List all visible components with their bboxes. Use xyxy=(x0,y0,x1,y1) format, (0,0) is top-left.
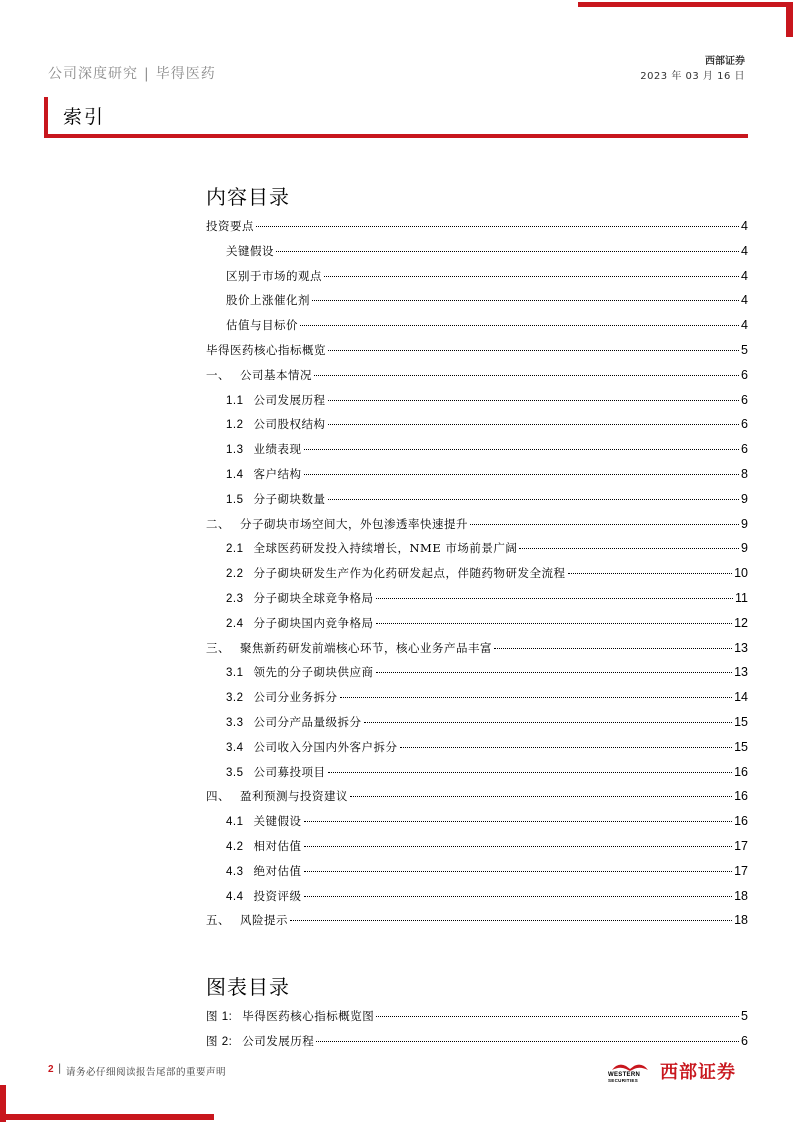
toc-entry-leader xyxy=(470,524,739,525)
footer-disclaimer: 请务必仔细阅读报告尾部的重要声明 xyxy=(66,1067,227,1078)
toc-entry-text: 全球医药研发投入持续增长，NME 市场前景广阔 xyxy=(253,541,518,556)
toc-entry-number: 2.1 xyxy=(226,543,244,556)
toc-entry[interactable] xyxy=(226,764,748,784)
toc-entry-page: 4 xyxy=(741,293,748,308)
toc-entry-number: 1.3 xyxy=(226,444,244,457)
toc-entry-label xyxy=(226,268,322,284)
toc-entry-text: 毕得医药核心指标概览图 xyxy=(242,1009,375,1023)
toc-entry-number: 4.3 xyxy=(226,865,244,878)
section-banner xyxy=(44,97,748,141)
toc-entry-text: 公司股权结构 xyxy=(253,417,326,432)
toc-entry[interactable] xyxy=(226,813,748,833)
header-brand: 西部证券 xyxy=(705,56,745,67)
toc-entry-page: 6 xyxy=(741,442,748,457)
toc-entry[interactable] xyxy=(226,689,748,709)
toc-entry-label xyxy=(206,516,468,532)
toc-entry-page: 13 xyxy=(734,640,748,655)
toc-entry[interactable] xyxy=(206,367,748,387)
toc-entry[interactable] xyxy=(226,565,748,585)
toc-entry-text: 公司发展历程 xyxy=(253,392,326,407)
toc-entry-leader xyxy=(376,672,733,673)
toc-entry-leader xyxy=(312,300,739,301)
toc-entry-number: 2.2 xyxy=(226,568,244,581)
logo-en-text xyxy=(608,1072,640,1084)
toc-entry-leader xyxy=(340,697,733,698)
toc-entry-text: 关键假设 xyxy=(253,814,302,829)
toc-entry[interactable] xyxy=(226,441,748,461)
toc-entry-page: 5 xyxy=(741,1009,748,1023)
toc-entry[interactable] xyxy=(226,714,748,734)
toc-entry-label xyxy=(226,888,302,904)
toc-entry-number: 3.2 xyxy=(226,692,244,705)
section-banner-underline xyxy=(44,134,748,138)
toc-entry-text: 分子砌块全球竞争格局 xyxy=(253,591,374,605)
toc-entry-text: 分子砌块研发生产作为化药研发起点，伴随药物研发全流程 xyxy=(253,566,566,581)
header-doc-info xyxy=(48,63,216,83)
toc-entry-text: 业绩表现 xyxy=(253,442,302,457)
toc-entry-number: 3.5 xyxy=(226,766,244,779)
logo-cn-text: 西部证券 xyxy=(660,1062,736,1083)
toc-entry-text: 绝对估值 xyxy=(253,863,302,878)
toc-entry-page: 16 xyxy=(734,789,748,804)
toc-entry-text: 分子砌块市场空间大，外包渗透率快速提升 xyxy=(240,516,468,531)
toc-entry-text: 公司发展历程 xyxy=(242,1034,315,1048)
toc-entry-label xyxy=(226,863,302,879)
footer-logo xyxy=(608,1058,736,1084)
toc-entry-leader xyxy=(364,722,733,723)
toc-entry[interactable] xyxy=(226,317,748,337)
toc-entry-text: 公司募投项目 xyxy=(253,764,326,779)
toc-entry-page: 9 xyxy=(741,541,748,556)
toc-entry-page: 15 xyxy=(734,739,748,754)
header-date: 2023 年 03 月 16 日 xyxy=(640,71,745,82)
toc-entry-leader xyxy=(300,325,739,326)
toc-entry-page: 4 xyxy=(741,318,748,333)
toc-entry-number: 1.4 xyxy=(226,469,244,481)
toc-entry-leader xyxy=(568,573,733,574)
toc-entry-number: 图 2: xyxy=(206,1036,233,1048)
toc-entry[interactable] xyxy=(206,912,748,932)
toc-entry-page: 11 xyxy=(735,591,748,605)
toc-entry-page: 6 xyxy=(741,1034,748,1048)
toc-entry-label xyxy=(226,317,298,333)
toc-entry-label xyxy=(226,838,302,854)
toc-entry-number: 4.2 xyxy=(226,841,244,853)
toc-entry-number: 一、 xyxy=(206,369,230,382)
logo-en-line2: SECURITIES xyxy=(608,1078,639,1083)
logo-en-line1: WESTERN xyxy=(608,1072,641,1078)
toc-entry-text: 风险提示 xyxy=(240,913,288,928)
toc-entry-page: 17 xyxy=(734,863,748,878)
toc-entry-leader xyxy=(376,1016,739,1017)
toc-entry-number: 二、 xyxy=(206,518,230,531)
toc-entry-leader xyxy=(328,350,739,351)
toc-entry-label xyxy=(206,218,254,234)
toc-entry-number: 2.3 xyxy=(226,593,244,605)
toc-entry-leader xyxy=(376,623,733,624)
toc-entry-page: 10 xyxy=(734,566,748,581)
toc-entry[interactable] xyxy=(226,491,748,511)
toc-entry-label xyxy=(226,416,326,432)
toc-entry-number: 四、 xyxy=(206,791,230,804)
toc-entry-number: 三、 xyxy=(206,642,230,655)
toc-entry[interactable] xyxy=(226,292,748,312)
toc-entry-page: 9 xyxy=(741,516,748,531)
top-accent-bar xyxy=(578,2,793,7)
footer-page-number: 2 xyxy=(48,1064,54,1075)
toc-entry-label xyxy=(226,565,566,581)
toc-entry[interactable] xyxy=(206,218,748,238)
toc-entry-label xyxy=(226,764,326,780)
toc-entry-label xyxy=(226,466,302,482)
toc-entry-number: 4.4 xyxy=(226,890,244,903)
toc-entry-text: 投资要点 xyxy=(206,219,254,233)
toc-entry[interactable] xyxy=(206,788,748,808)
toc-entry-leader xyxy=(256,226,739,227)
toc-entry-leader xyxy=(328,400,740,401)
toc-entry-page: 16 xyxy=(734,764,748,779)
toc-entry[interactable] xyxy=(206,640,748,660)
toc-entry-label xyxy=(206,1008,374,1024)
toc-entry-label xyxy=(206,1033,314,1049)
toc-entry-text: 关键假设 xyxy=(226,243,274,258)
toc-entry-leader xyxy=(314,375,739,376)
toc-entry[interactable] xyxy=(226,466,748,486)
toc-entry[interactable] xyxy=(206,342,748,362)
western-logo-icon xyxy=(608,1060,654,1082)
toc-entry-leader xyxy=(328,772,733,773)
toc-entry-label xyxy=(206,367,312,383)
toc-entry-page: 14 xyxy=(734,690,748,705)
toc-entry-leader xyxy=(304,821,733,822)
toc-entry-leader xyxy=(400,747,733,748)
top-right-accent xyxy=(786,2,793,37)
toc-entry-leader xyxy=(494,648,732,649)
toc-entry-number: 4.1 xyxy=(226,816,244,829)
toc-entry-page: 4 xyxy=(741,243,748,258)
toc-entry[interactable] xyxy=(226,888,748,908)
toc-entry-page: 13 xyxy=(734,665,748,680)
toc-entry-number: 1.5 xyxy=(226,493,244,506)
toc-entry[interactable] xyxy=(226,268,748,288)
toc-entry-page: 6 xyxy=(741,417,748,432)
header-company: 毕得医药 xyxy=(155,66,216,82)
toc-entry-text: 投资评级 xyxy=(253,888,302,903)
toc-entry-label xyxy=(206,640,492,656)
toc-entry-label xyxy=(226,813,302,829)
toc-entry-page: 6 xyxy=(741,392,748,407)
section-title: 索引 xyxy=(63,106,106,128)
toc-entry-page: 12 xyxy=(734,615,748,630)
toc-entry-label xyxy=(226,689,338,705)
bottom-accent-bar xyxy=(0,1114,214,1120)
toc-entry-page: 18 xyxy=(734,913,748,928)
toc-entry-label xyxy=(226,664,374,680)
toc-entry[interactable] xyxy=(226,540,748,560)
toc-entry-text: 估值与目标价 xyxy=(226,318,298,333)
toc-entry[interactable] xyxy=(206,1033,748,1053)
toc-entry-text: 公司分业务拆分 xyxy=(253,690,338,705)
toc-entry-leader xyxy=(316,1041,739,1042)
toc-entry-text: 分子砌块数量 xyxy=(253,491,326,506)
toc-entry-label xyxy=(226,392,326,408)
toc-entry-label xyxy=(226,590,374,606)
toc-entry-leader xyxy=(304,846,733,847)
toc-entry[interactable] xyxy=(226,838,748,858)
toc-entry-text: 股价上涨催化剂 xyxy=(226,293,310,308)
toc-entry-label xyxy=(226,243,274,259)
toc-entry-text: 公司基本情况 xyxy=(240,367,312,382)
toc-entry-number: 3.3 xyxy=(226,717,244,729)
toc-entry-leader xyxy=(304,896,733,897)
toc-entry-leader xyxy=(328,499,740,500)
toc-entry-label xyxy=(206,788,348,804)
toc-entry-page: 6 xyxy=(741,367,748,382)
toc-entry-number: 五、 xyxy=(206,915,230,928)
toc-entry-page: 16 xyxy=(734,814,748,829)
toc-entry-page: 8 xyxy=(741,467,748,481)
toc-title: 内容目录 xyxy=(206,185,290,209)
toc-entry-leader xyxy=(304,474,740,475)
figures-title: 图表目录 xyxy=(206,975,290,999)
toc-entry-label xyxy=(206,912,288,928)
toc-entry[interactable] xyxy=(226,863,748,883)
toc-entry-number: 3.4 xyxy=(226,741,244,754)
toc-entry-number: 图 1: xyxy=(206,1011,233,1023)
toc-entry-leader xyxy=(304,871,733,872)
toc-entry-text: 客户结构 xyxy=(253,467,302,481)
toc-entry-number: 1.2 xyxy=(226,419,244,432)
toc-entry-page: 17 xyxy=(734,839,748,853)
toc-entry-text: 毕得医药核心指标概览 xyxy=(206,343,326,357)
toc-entry-text: 公司分产品量级拆分 xyxy=(253,715,362,729)
toc-entry-leader xyxy=(290,920,732,921)
toc-entry-text: 相对估值 xyxy=(253,839,302,853)
toc-entry-text: 盈利预测与投资建议 xyxy=(240,789,348,804)
toc-entry-page: 4 xyxy=(741,219,748,233)
toc-entry[interactable] xyxy=(226,416,748,436)
toc-entry-page: 18 xyxy=(734,888,748,903)
toc-entry[interactable] xyxy=(226,392,748,412)
section-banner-vertical-bar xyxy=(44,97,48,138)
toc-entry[interactable] xyxy=(226,243,748,263)
toc-entry-number: 3.1 xyxy=(226,667,244,680)
toc-entry-leader xyxy=(350,796,732,797)
toc-entry-label xyxy=(226,540,517,556)
toc-entry-text: 聚焦新药研发前端核心环节，核心业务产品丰富 xyxy=(240,640,492,655)
toc-entry-text: 区别于市场的观点 xyxy=(226,268,322,283)
toc-entry-text: 领先的分子砌块供应商 xyxy=(253,665,374,680)
bull-horns-icon xyxy=(610,1060,650,1072)
toc-entry-label xyxy=(226,292,310,308)
toc-entry-label xyxy=(226,441,302,457)
toc-entry-number: 2.4 xyxy=(226,617,244,630)
toc-entry-label xyxy=(226,615,374,631)
toc-entry-text: 分子砌块国内竞争格局 xyxy=(253,615,374,630)
toc-entry-leader xyxy=(304,449,740,450)
toc-entry-leader xyxy=(324,276,739,277)
toc-entry[interactable] xyxy=(226,739,748,759)
toc-entry[interactable] xyxy=(226,615,748,635)
toc-entry-number: 1.1 xyxy=(226,394,244,407)
toc-entry-text: 公司收入分国内外客户拆分 xyxy=(253,739,398,754)
toc-entry[interactable] xyxy=(226,590,748,610)
toc-entry-page: 4 xyxy=(741,268,748,283)
header-separator: | xyxy=(144,66,150,82)
toc-entry-label xyxy=(206,342,326,358)
toc-entry-page: 9 xyxy=(741,491,748,506)
toc-entry[interactable] xyxy=(206,516,748,536)
toc-entry-page: 5 xyxy=(741,343,748,357)
toc-entry-leader xyxy=(276,251,739,252)
toc-entry-leader xyxy=(519,548,739,549)
toc-entry-label xyxy=(226,714,362,730)
header-doc-type: 公司深度研究 xyxy=(48,66,138,82)
toc-entry-leader xyxy=(328,424,740,425)
toc-entry[interactable] xyxy=(206,1008,748,1028)
toc-entry-label xyxy=(226,491,326,507)
toc-entry-leader xyxy=(376,598,734,599)
footer-separator: | xyxy=(58,1063,62,1074)
toc-entry-label xyxy=(226,739,398,755)
toc-entry-page: 15 xyxy=(734,715,748,729)
toc-entry[interactable] xyxy=(226,664,748,684)
